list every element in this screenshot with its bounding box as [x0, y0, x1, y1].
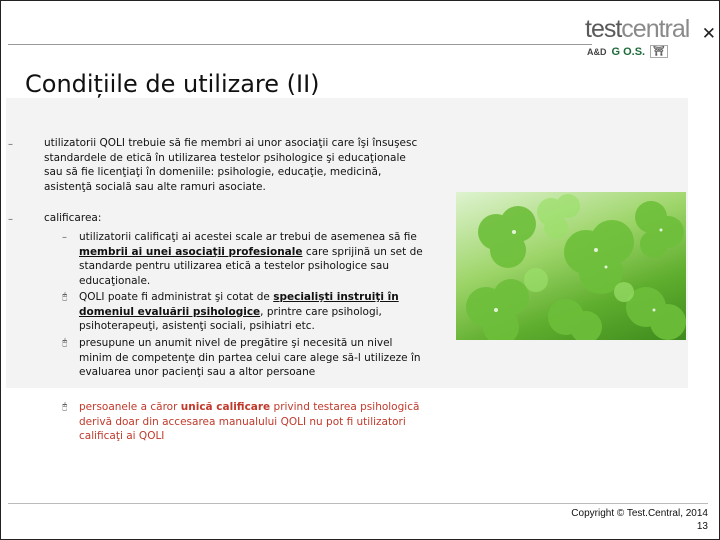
sub-bullet-1-text: utilizatorii calificaţi ai acestei scale ar trebui de asemenea să fie membrii ai unei asociaţii profesionale care sprijină un set de standarde pentru utilizarea etică a testelor psihologice sau educaţionale. [79, 231, 423, 287]
bullet-dash: – [8, 139, 13, 150]
partner-logo-institution-icon: ⛩ [650, 45, 667, 58]
footer [571, 507, 708, 533]
bullet-2-text: calificarea: [44, 212, 102, 224]
partner-logos [587, 45, 668, 58]
testcentral-logo [585, 16, 715, 66]
close-icon[interactable]: ✕ [701, 24, 716, 44]
sub-bullet-3-text: presupune un anumit nivel de pregătire şi necesită un nivel minim de competenţe din partea celui care alege să-l utilizeze în evaluarea unor pacienţi sau a altor persoane [79, 337, 421, 378]
logo-wordmark: testcentral [585, 15, 690, 43]
page-number: 13 [696, 521, 708, 532]
header-divider [8, 44, 592, 45]
sub-bullet-2-text: QOLI poate fi administrat şi cotat de specialişti instruiţi în domeniul evaluării psihologice, printre care psihologi, psihoterapeuţi, asistenţi sociali, psihiatri etc. [79, 291, 399, 332]
clover-image-icon [456, 192, 686, 340]
trained-specialists-link[interactable]: specialişti instruiţi în domeniul evaluării psihologice [79, 291, 399, 318]
partner-logo-ad: A&D [587, 46, 607, 57]
sub-bullet-icon: 🖰 [62, 338, 68, 348]
copyright-text: Copyright © Test.Central, 2014 [571, 508, 708, 519]
bullet-1-text: utilizatorii QOLI trebuie să fie membri ai unor asociaţii care îşi însuşesc standardele de etică în utilizarea testelor psihologice şi educaţionale sau să fie licenţiaţi în domeniile: psihologie, educaţie, medicină, asistenţă socială sau alte ramuri asociate. [44, 137, 418, 193]
slide-title: Condițiile de utilizare (II) [25, 70, 320, 98]
sub-bullet-4-text: persoanele a căror unică calificare privind testarea psihologică derivă doar din accesarea manualului QOLI nu pot fi utilizatori calificaţi ai QOLI [79, 401, 420, 442]
footer-divider [8, 503, 708, 504]
sub-bullet-icon: 🖰 [62, 402, 68, 412]
bullet-dash: – [8, 214, 13, 225]
clover-photo [456, 192, 686, 340]
professional-association-link[interactable]: membrii ai unei asociaţii profesionale [79, 245, 303, 258]
partner-logo-gos: G O.S. [611, 45, 646, 58]
sub-bullet-dash: – [62, 232, 67, 243]
sub-bullet-icon: 🖰 [62, 292, 68, 302]
